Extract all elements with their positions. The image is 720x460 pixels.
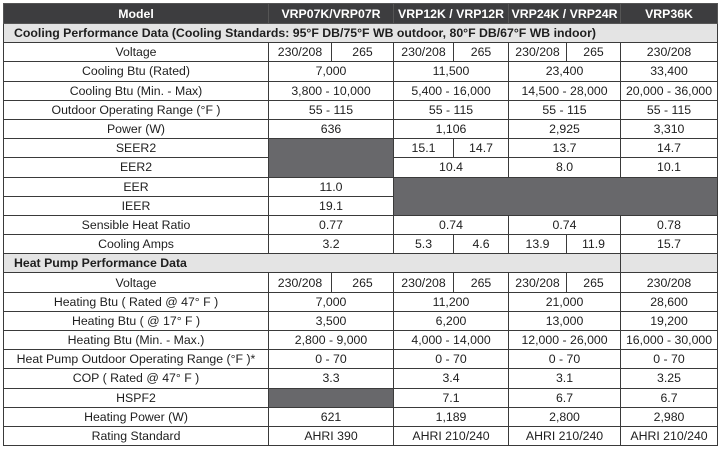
cell: 14,500 - 28,000 [509,81,621,100]
row-label: Heating Power (W) [4,407,269,426]
cell: 230/208 [269,43,332,62]
table-row [4,426,718,445]
cell: 20,000 - 36,000 [621,81,718,100]
table-row [4,81,718,100]
row-label: Voltage [4,43,269,62]
spec-table [3,3,718,446]
cell: 11.0 [269,177,394,196]
cell: 14.7 [621,139,718,158]
cell: 3,310 [621,119,718,138]
table-row [4,311,718,330]
cell: 0 - 70 [394,350,509,369]
row-label: Outdoor Operating Range (°F ) [4,100,269,119]
row-label: Rating Standard [4,426,269,445]
row-label: IEER [4,196,269,215]
model-header: Model [4,4,269,24]
cell: 0.77 [269,215,394,234]
cell: 3.2 [269,235,394,254]
cell: 0 - 70 [269,350,394,369]
row-label: Heating Btu (Min. - Max.) [4,331,269,350]
table-row [4,215,718,234]
row-label: Cooling Btu (Min. - Max) [4,81,269,100]
row-label: Heating Btu ( Rated @ 47° F ) [4,292,269,311]
model-vrp36: VRP36K [621,4,718,24]
cell: 23,400 [509,62,621,81]
cell: 10.4 [394,158,509,177]
cell: 3.25 [621,369,718,388]
cell: 15.1 [394,139,454,158]
cell: 4,000 - 14,000 [394,331,509,350]
cell: 6,200 [394,311,509,330]
cell: 3,800 - 10,000 [269,81,394,100]
heating-section-title: Heat Pump Performance Data [4,254,621,273]
not-applicable-cell [269,388,394,407]
table-row [4,119,718,138]
cell: 230/208 [269,273,332,292]
cooling-section-header [4,24,718,43]
cell: 33,400 [621,62,718,81]
cell: 3.1 [509,369,621,388]
cell: 8.0 [509,158,621,177]
cell: 28,600 [621,292,718,311]
table-row [4,292,718,311]
table-row [4,235,718,254]
cell: 13,000 [509,311,621,330]
not-applicable-cell [269,139,394,177]
row-label: COP ( Rated @ 47° F ) [4,369,269,388]
cell: 230/208 [394,43,454,62]
cell: 55 - 115 [394,100,509,119]
table-row [4,62,718,81]
cell: AHRI 210/240 [621,426,718,445]
row-label: Heating Btu ( @ 17° F ) [4,311,269,330]
table-row [4,100,718,119]
cell: 230/208 [621,43,718,62]
cell: 265 [567,273,621,292]
cell: 2,925 [509,119,621,138]
cooling-section-title: Cooling Performance Data (Cooling Standards: 95°F DB/75°F WB outdoor, 80°F DB/67°F WB indoor) [4,24,718,43]
cell: 0 - 70 [621,350,718,369]
table-row [4,139,718,158]
cell: 265 [454,43,509,62]
cell: 19,200 [621,311,718,330]
header-row [4,4,718,24]
cell: 21,000 [509,292,621,311]
cell: 230/208 [509,43,567,62]
cell: AHRI 390 [269,426,394,445]
cell: 230/208 [509,273,567,292]
cell: 12,000 - 26,000 [509,331,621,350]
cell: 265 [454,273,509,292]
cell: 16,000 - 30,000 [621,331,718,350]
cell: 13.9 [509,235,567,254]
row-label: Voltage [4,273,269,292]
cell: 3.4 [394,369,509,388]
model-vrp12: VRP12K / VRP12R [394,4,509,24]
row-label: Cooling Amps [4,235,269,254]
cell: 11.9 [567,235,621,254]
cell: 3,500 [269,311,394,330]
cell: 7,000 [269,62,394,81]
cell: 14.7 [454,139,509,158]
row-label: HSPF2 [4,388,269,407]
cell: 3.3 [269,369,394,388]
cell: 0.74 [394,215,509,234]
model-vrp24: VRP24K / VRP24R [509,4,621,24]
cell: 2,800 [509,407,621,426]
cell: 55 - 115 [621,100,718,119]
cell: 55 - 115 [269,100,394,119]
cell: 19.1 [269,196,394,215]
cell: 2,800 - 9,000 [269,331,394,350]
cell: 2,980 [621,407,718,426]
cell: 1,106 [394,119,509,138]
cell: 15.7 [621,235,718,254]
cell: 13.7 [509,139,621,158]
cell: 55 - 115 [509,100,621,119]
cell: AHRI 210/240 [509,426,621,445]
row-label: Sensible Heat Ratio [4,215,269,234]
cell: 621 [269,407,394,426]
table-row [4,369,718,388]
row-label: Cooling Btu (Rated) [4,62,269,81]
table-row [4,273,718,292]
cell: 5.3 [394,235,454,254]
table-row [4,331,718,350]
not-applicable-cell [394,177,718,215]
table-row [4,350,718,369]
cell: 230/208 [394,273,454,292]
cell: 265 [332,43,394,62]
cell: 265 [332,273,394,292]
cell: 230/208 [621,273,718,292]
row-label: Power (W) [4,119,269,138]
cell: 5,400 - 16,000 [394,81,509,100]
cell: 1,189 [394,407,509,426]
cell: 10.1 [621,158,718,177]
cell: 0.78 [621,215,718,234]
cell: AHRI 210/240 [394,426,509,445]
heating-section-header [4,254,718,273]
row-label: Heat Pump Outdoor Operating Range (°F )* [4,350,269,369]
cell: 636 [269,119,394,138]
cell: 0.74 [509,215,621,234]
cell: 11,500 [394,62,509,81]
cell: 4.6 [454,235,509,254]
cell: 11,200 [394,292,509,311]
cell: 7.1 [394,388,509,407]
table-row [4,407,718,426]
row-label: EER [4,177,269,196]
table-row [4,177,718,196]
table-row [4,43,718,62]
cell: 6.7 [621,388,718,407]
model-vrp07: VRP07K/VRP07R [269,4,394,24]
row-label: EER2 [4,158,269,177]
row-label: SEER2 [4,139,269,158]
section-empty-cell [621,254,718,273]
cell: 265 [567,43,621,62]
cell: 0 - 70 [509,350,621,369]
cell: 6.7 [509,388,621,407]
cell: 7,000 [269,292,394,311]
table-row [4,388,718,407]
